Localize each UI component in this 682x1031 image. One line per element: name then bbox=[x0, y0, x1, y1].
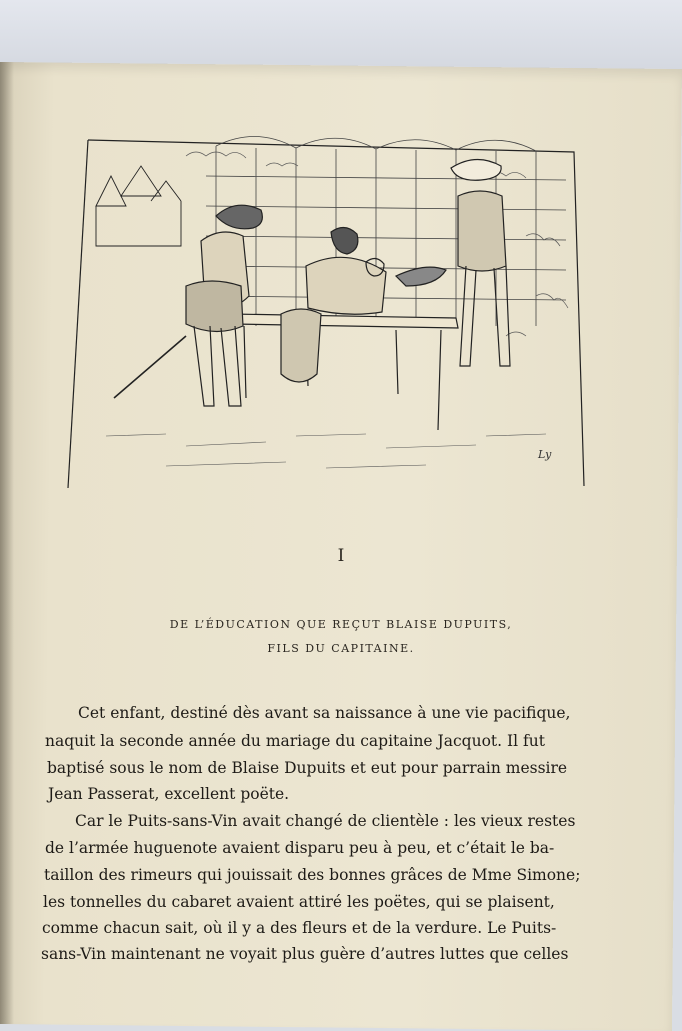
body-line: taillon des rimeurs qui jouissait des bonnes grâces de Mme Simone; bbox=[44, 866, 581, 884]
chapter-number: I bbox=[337, 546, 345, 566]
body-line: Jean Passerat, excellent poëte. bbox=[48, 785, 290, 803]
body-line: Cet enfant, destiné dès avant sa naissance à une vie pacifique, bbox=[78, 704, 571, 722]
body-line: baptisé sous le nom de Blaise Dupuits et eut pour parrain messire bbox=[47, 759, 568, 777]
body-line: comme chacun sait, où il y a des fleurs et de la verdure. Le Puits- bbox=[42, 919, 557, 937]
body-line: les tonnelles du cabaret avaient attiré les poëtes, qui se plaisent, bbox=[43, 893, 555, 911]
body-line: Car le Puits-sans-Vin avait changé de clientèle : les vieux restes bbox=[75, 812, 576, 830]
page-gutter-shadow bbox=[0, 62, 14, 1024]
body-line: de l’armée huguenote avaient disparu peu à peu, et c’était le ba- bbox=[45, 839, 555, 857]
engraving-illustration bbox=[66, 136, 586, 490]
body-line: sans-Vin maintenant ne voyait plus guère d’autres luttes que celles bbox=[41, 945, 569, 963]
chapter-title-line-2: FILS DU CAPITAINE. bbox=[267, 642, 415, 655]
artist-signature: Ly bbox=[538, 448, 552, 461]
chapter-title-line-1: DE L’ÉDUCATION QUE REÇUT BLAISE DUPUITS, bbox=[169, 618, 513, 631]
body-line: naquit la seconde année du mariage du capitaine Jacquot. Il fut bbox=[45, 732, 545, 750]
